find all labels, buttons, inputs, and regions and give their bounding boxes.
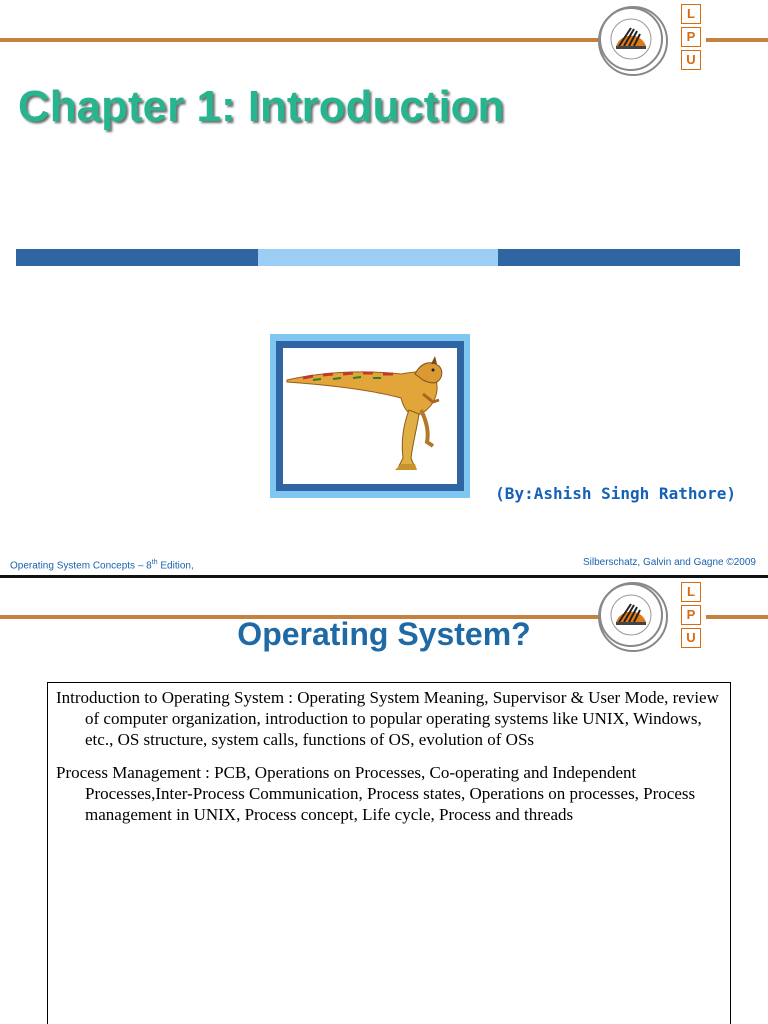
author-credit: (By:Ashish Singh Rathore) bbox=[495, 484, 736, 503]
university-seal-logo bbox=[598, 6, 668, 76]
title-band-middle bbox=[258, 249, 498, 266]
header-rule-right bbox=[706, 38, 768, 42]
title-band-left bbox=[16, 249, 258, 266]
syllabus-content-box bbox=[47, 682, 731, 1024]
seal-icon bbox=[598, 6, 664, 72]
logo-letter-l: L bbox=[681, 4, 701, 24]
slide-heading: Operating System? bbox=[237, 616, 531, 652]
lpu-letters-logo bbox=[681, 4, 701, 73]
footer-book-title bbox=[10, 559, 194, 571]
syllabus-paragraph-process: Process Management : PCB, Operations on Processes, Co-operating and Independent Processes,Inter-Process Communication, Process states, Operations on processes, Process management in UNIX, Process concept, Life cycle, Process and threads bbox=[56, 763, 696, 824]
logo-letter-p: P bbox=[681, 27, 701, 47]
footer-edition-suffix: Edition, bbox=[157, 560, 194, 572]
footer-book-text: Operating System Concepts – 8 bbox=[10, 560, 152, 572]
logo-letter-u: U bbox=[681, 628, 701, 648]
logo-letter-l: L bbox=[681, 582, 701, 602]
chapter-title: Chapter 1: Introduction bbox=[18, 82, 505, 131]
dinosaur-icon bbox=[283, 348, 457, 484]
slide-operating-system bbox=[0, 578, 768, 1024]
header-rule-left bbox=[0, 38, 600, 42]
footer-edition-sup: th bbox=[151, 559, 158, 566]
dinosaur-illustration bbox=[283, 348, 457, 484]
title-band-right bbox=[498, 249, 740, 266]
footer-authors: Silberschatz, Galvin and Gagne ©2009 bbox=[582, 557, 756, 568]
logo-letter-p: P bbox=[681, 605, 701, 625]
logo-letter-u: U bbox=[681, 50, 701, 70]
syllabus-paragraph-intro: Introduction to Operating System : Operating System Meaning, Supervisor & User Mode, review of computer organization, introduction to popular operating systems like UNIX, Windows, etc., OS structure, system calls, functions of OS, evolution of OSs bbox=[56, 688, 719, 749]
